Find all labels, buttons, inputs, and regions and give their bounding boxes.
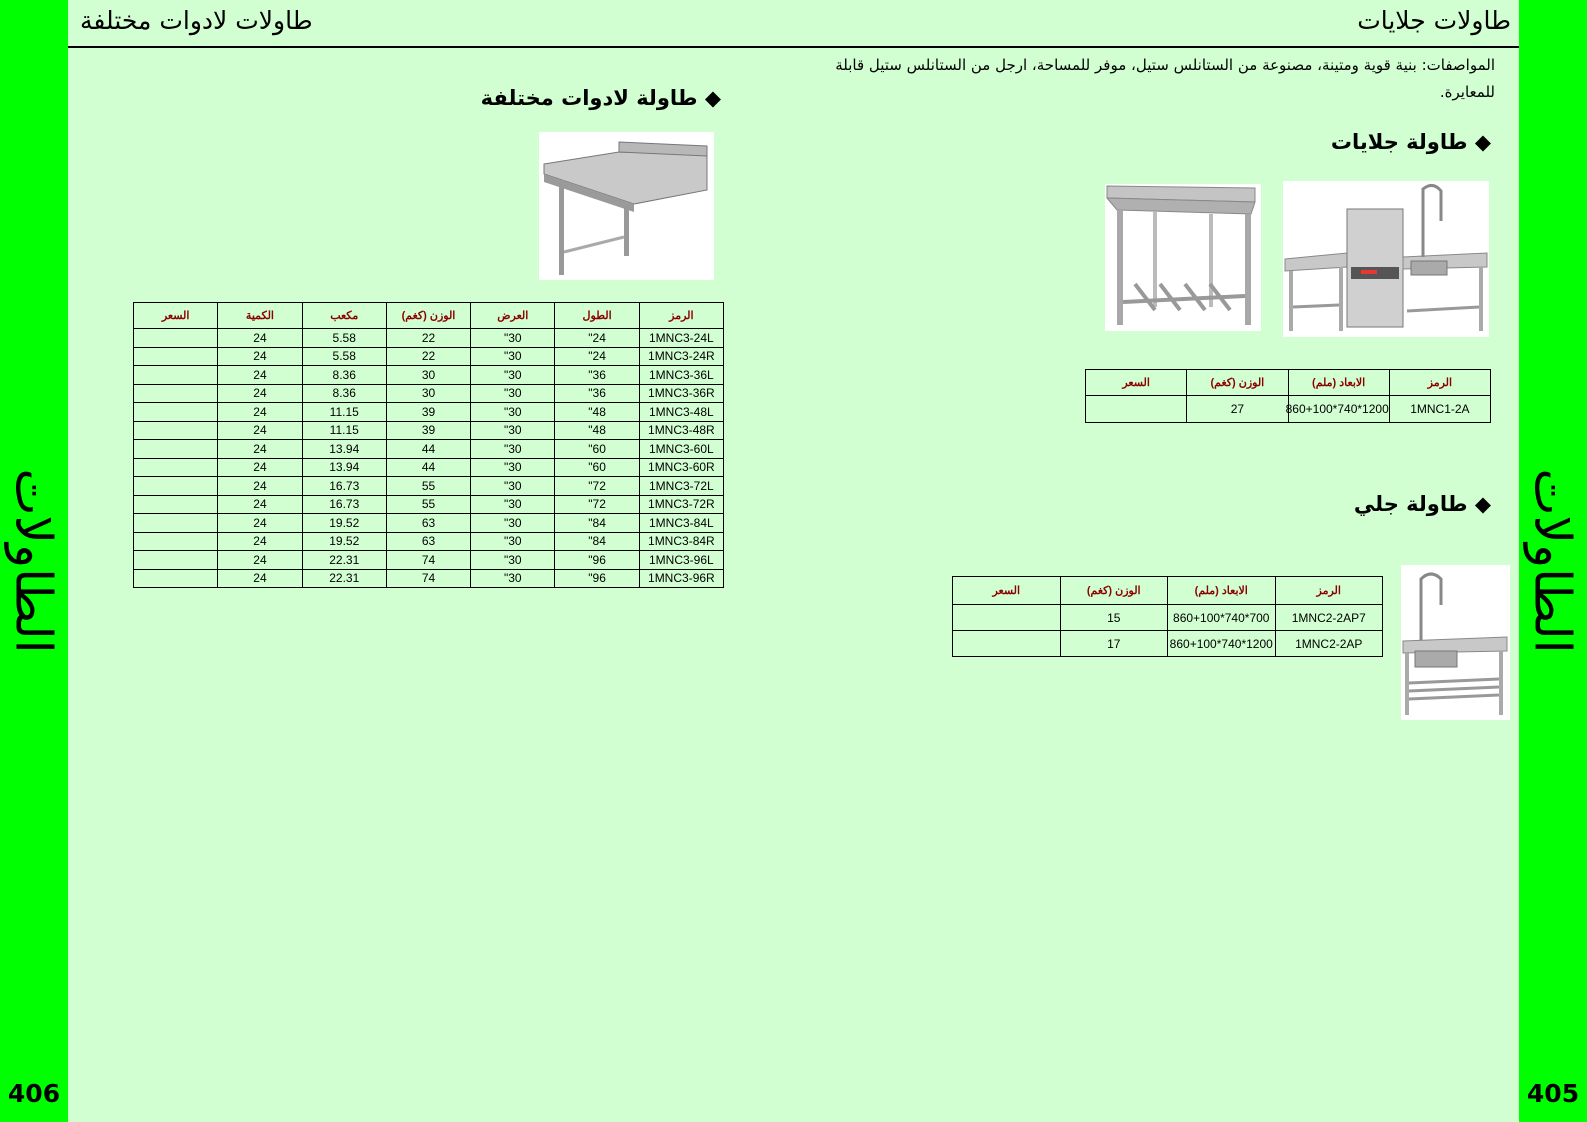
table-cell: 30" bbox=[471, 551, 555, 570]
table-cell: 74 bbox=[386, 551, 470, 570]
table-row bbox=[134, 421, 724, 440]
table-cell: 96" bbox=[555, 551, 639, 570]
table-cell: 30" bbox=[471, 329, 555, 348]
table-cell: 11.15 bbox=[302, 403, 386, 422]
table-cell: 24 bbox=[218, 514, 302, 533]
table-row bbox=[134, 514, 724, 533]
table-cell: 5.58 bbox=[302, 329, 386, 348]
table-cell: 1MNC2-2AP7 bbox=[1275, 605, 1383, 631]
table-cell: 1200*740*860+100 bbox=[1168, 631, 1276, 657]
table-cell: 5.58 bbox=[302, 347, 386, 366]
table-cell: 24 bbox=[218, 421, 302, 440]
table-cell: 55 bbox=[386, 495, 470, 514]
table-cell: 8.36 bbox=[302, 384, 386, 403]
table-cell: 24 bbox=[218, 329, 302, 348]
table-cell: 24 bbox=[218, 366, 302, 385]
table-cell: 11.15 bbox=[302, 421, 386, 440]
table-cell: 30 bbox=[386, 384, 470, 403]
table-cell: 24 bbox=[218, 403, 302, 422]
column-header-dimensions: الابعاد (ملم) bbox=[1288, 370, 1389, 396]
table-cell: 13.94 bbox=[302, 458, 386, 477]
table-cell: 36" bbox=[555, 366, 639, 385]
table-cell: 22.31 bbox=[302, 551, 386, 570]
table-cell: 30" bbox=[471, 366, 555, 385]
table-row bbox=[134, 551, 724, 570]
glass-table-price-table bbox=[1085, 369, 1491, 423]
table-header-row bbox=[134, 303, 724, 329]
table-cell: 48" bbox=[555, 421, 639, 440]
table-cell: 30" bbox=[471, 440, 555, 459]
column-header-cube: مكعب bbox=[302, 303, 386, 329]
table-cell: 72" bbox=[555, 477, 639, 496]
table-row bbox=[953, 605, 1383, 631]
table-cell: 55 bbox=[386, 477, 470, 496]
table-cell bbox=[134, 403, 218, 422]
table-cell bbox=[134, 329, 218, 348]
table-cell: 1200*740*860+100 bbox=[1288, 396, 1389, 423]
table-cell: 44 bbox=[386, 458, 470, 477]
page-header bbox=[68, 0, 1519, 48]
table-cell: 24 bbox=[218, 440, 302, 459]
table-cell: 22 bbox=[386, 347, 470, 366]
sink-table-photo bbox=[1401, 565, 1510, 720]
sink-table-body bbox=[953, 605, 1383, 657]
column-header-quantity: الكمية bbox=[218, 303, 302, 329]
table-cell: 19.52 bbox=[302, 514, 386, 533]
table-row bbox=[134, 477, 724, 496]
column-header-weight: الوزن (كغم) bbox=[1060, 577, 1168, 605]
table-cell: 84" bbox=[555, 532, 639, 551]
left-side-label: الطاولات bbox=[5, 468, 64, 654]
table-cell bbox=[134, 347, 218, 366]
table-cell: 30" bbox=[471, 347, 555, 366]
right-header-title: طاولات جلايات bbox=[1357, 6, 1511, 35]
column-header-length: الطول bbox=[555, 303, 639, 329]
table-cell: 17 bbox=[1060, 631, 1168, 657]
table-row bbox=[134, 532, 724, 551]
column-header-code: الرمز bbox=[1389, 370, 1490, 396]
mixed-tools-section-title: ◆ طاولة لادوات مختلفة bbox=[480, 86, 721, 110]
table-row bbox=[134, 384, 724, 403]
table-cell: 84" bbox=[555, 514, 639, 533]
glass-table-section-title: ◆ طاولة جلايات bbox=[1330, 130, 1491, 154]
table-cell bbox=[134, 384, 218, 403]
table-cell bbox=[1086, 396, 1187, 423]
table-cell: 60" bbox=[555, 458, 639, 477]
table-cell: 72" bbox=[555, 495, 639, 514]
table-cell: 24 bbox=[218, 569, 302, 588]
table-cell: 60" bbox=[555, 440, 639, 459]
table-cell: 1MNC3-48L bbox=[639, 403, 723, 422]
table-cell: 24" bbox=[555, 329, 639, 348]
sink-table-price-table bbox=[952, 576, 1383, 657]
column-header-weight: الوزن (كغم) bbox=[1187, 370, 1288, 396]
table-row bbox=[134, 495, 724, 514]
column-header-price: السعر bbox=[1086, 370, 1187, 396]
table-cell: 74 bbox=[386, 569, 470, 588]
table-row bbox=[134, 347, 724, 366]
right-side-strip bbox=[1519, 0, 1587, 1122]
mixed-tools-price-table bbox=[133, 302, 724, 588]
table-cell: 30 bbox=[386, 366, 470, 385]
table-cell: 24 bbox=[218, 477, 302, 496]
table-cell bbox=[134, 569, 218, 588]
table-cell: 22.31 bbox=[302, 569, 386, 588]
table-cell: 24 bbox=[218, 458, 302, 477]
table-cell: 22 bbox=[386, 329, 470, 348]
table-cell: 1MNC3-84L bbox=[639, 514, 723, 533]
table-cell: 13.94 bbox=[302, 440, 386, 459]
table-cell bbox=[134, 532, 218, 551]
table-cell: 1MNC3-36L bbox=[639, 366, 723, 385]
table-cell: 24" bbox=[555, 347, 639, 366]
table-cell: 30" bbox=[471, 569, 555, 588]
table-cell: 30" bbox=[471, 384, 555, 403]
column-header-price: السعر bbox=[134, 303, 218, 329]
table-cell: 16.73 bbox=[302, 495, 386, 514]
table-cell: 63 bbox=[386, 514, 470, 533]
left-side-strip bbox=[0, 0, 68, 1122]
column-header-weight: الوزن (كغم) bbox=[386, 303, 470, 329]
column-header-dimensions: الابعاد (ملم) bbox=[1168, 577, 1276, 605]
table-row bbox=[134, 569, 724, 588]
table-cell: 30" bbox=[471, 514, 555, 533]
table-cell: 27 bbox=[1187, 396, 1288, 423]
table-cell: 1MNC3-96R bbox=[639, 569, 723, 588]
table-cell bbox=[134, 366, 218, 385]
table-row bbox=[953, 631, 1383, 657]
table-cell: 39 bbox=[386, 403, 470, 422]
table-cell: 1MNC3-72R bbox=[639, 495, 723, 514]
table-row bbox=[134, 403, 724, 422]
table-cell: 44 bbox=[386, 440, 470, 459]
mixed-tools-table-photo bbox=[539, 132, 714, 280]
table-cell: 24 bbox=[218, 495, 302, 514]
table-cell bbox=[953, 605, 1061, 631]
table-cell: 30" bbox=[471, 458, 555, 477]
table-cell: 16.73 bbox=[302, 477, 386, 496]
table-header-row bbox=[1086, 370, 1491, 396]
glass-table-body bbox=[1086, 396, 1491, 423]
column-header-code: الرمز bbox=[1275, 577, 1383, 605]
left-page-number: 406 bbox=[7, 1079, 61, 1108]
table-cell bbox=[134, 514, 218, 533]
table-row bbox=[134, 458, 724, 477]
table-cell: 30" bbox=[471, 421, 555, 440]
table-cell bbox=[134, 458, 218, 477]
table-cell bbox=[134, 551, 218, 570]
table-cell bbox=[134, 495, 218, 514]
table-cell: 30" bbox=[471, 532, 555, 551]
table-cell: 1MNC3-36R bbox=[639, 384, 723, 403]
table-cell: 1MNC3-60L bbox=[639, 440, 723, 459]
table-cell: 15 bbox=[1060, 605, 1168, 631]
table-row bbox=[1086, 396, 1491, 423]
table-row bbox=[134, 329, 724, 348]
specifications-text: المواصفات: بنية قوية ومتينة، مصنوعة من الستانلس ستيل، موفر للمساحة، ارجل من الستانلس ستيل قابلة للمعايرة. bbox=[835, 56, 1495, 101]
table-cell: 1MNC3-84R bbox=[639, 532, 723, 551]
table-row bbox=[134, 366, 724, 385]
table-cell: 1MNC3-60R bbox=[639, 458, 723, 477]
table-cell: 24 bbox=[218, 532, 302, 551]
table-cell bbox=[953, 631, 1061, 657]
table-cell: 1MNC3-24R bbox=[639, 347, 723, 366]
table-cell: 48" bbox=[555, 403, 639, 422]
dishwasher-station-photo bbox=[1283, 181, 1489, 337]
table-cell: 30" bbox=[471, 495, 555, 514]
sink-table-section-title: ◆ طاولة جلي bbox=[1353, 492, 1491, 516]
table-cell: 63 bbox=[386, 532, 470, 551]
table-cell: 1MNC3-72L bbox=[639, 477, 723, 496]
table-cell: 30" bbox=[471, 477, 555, 496]
table-row bbox=[134, 440, 724, 459]
table-cell: 24 bbox=[218, 347, 302, 366]
left-header-title: طاولات لادوات مختلفة bbox=[80, 6, 313, 35]
table-cell: 19.52 bbox=[302, 532, 386, 551]
table-cell bbox=[134, 477, 218, 496]
table-cell: 1MNC3-96L bbox=[639, 551, 723, 570]
table-cell: 700*740*860+100 bbox=[1168, 605, 1276, 631]
table-cell: 24 bbox=[218, 551, 302, 570]
glass-table-photo bbox=[1105, 184, 1261, 331]
right-page-number: 405 bbox=[1526, 1079, 1580, 1108]
table-cell: 96" bbox=[555, 569, 639, 588]
table-header-row bbox=[953, 577, 1383, 605]
table-cell: 36" bbox=[555, 384, 639, 403]
table-cell: 39 bbox=[386, 421, 470, 440]
column-header-code: الرمز bbox=[639, 303, 723, 329]
right-side-label: الطاولات bbox=[1524, 468, 1583, 654]
table-cell: 30" bbox=[471, 403, 555, 422]
table-cell: 1MNC3-48R bbox=[639, 421, 723, 440]
table-cell: 8.36 bbox=[302, 366, 386, 385]
table-cell bbox=[134, 440, 218, 459]
table-cell: 1MNC3-24L bbox=[639, 329, 723, 348]
column-header-price: السعر bbox=[953, 577, 1061, 605]
table-cell: 24 bbox=[218, 384, 302, 403]
table-cell: 1MNC1-2A bbox=[1389, 396, 1490, 423]
table-cell bbox=[134, 421, 218, 440]
mixed-tools-table-body bbox=[134, 329, 724, 588]
column-header-width: العرض bbox=[471, 303, 555, 329]
table-cell: 1MNC2-2AP bbox=[1275, 631, 1383, 657]
